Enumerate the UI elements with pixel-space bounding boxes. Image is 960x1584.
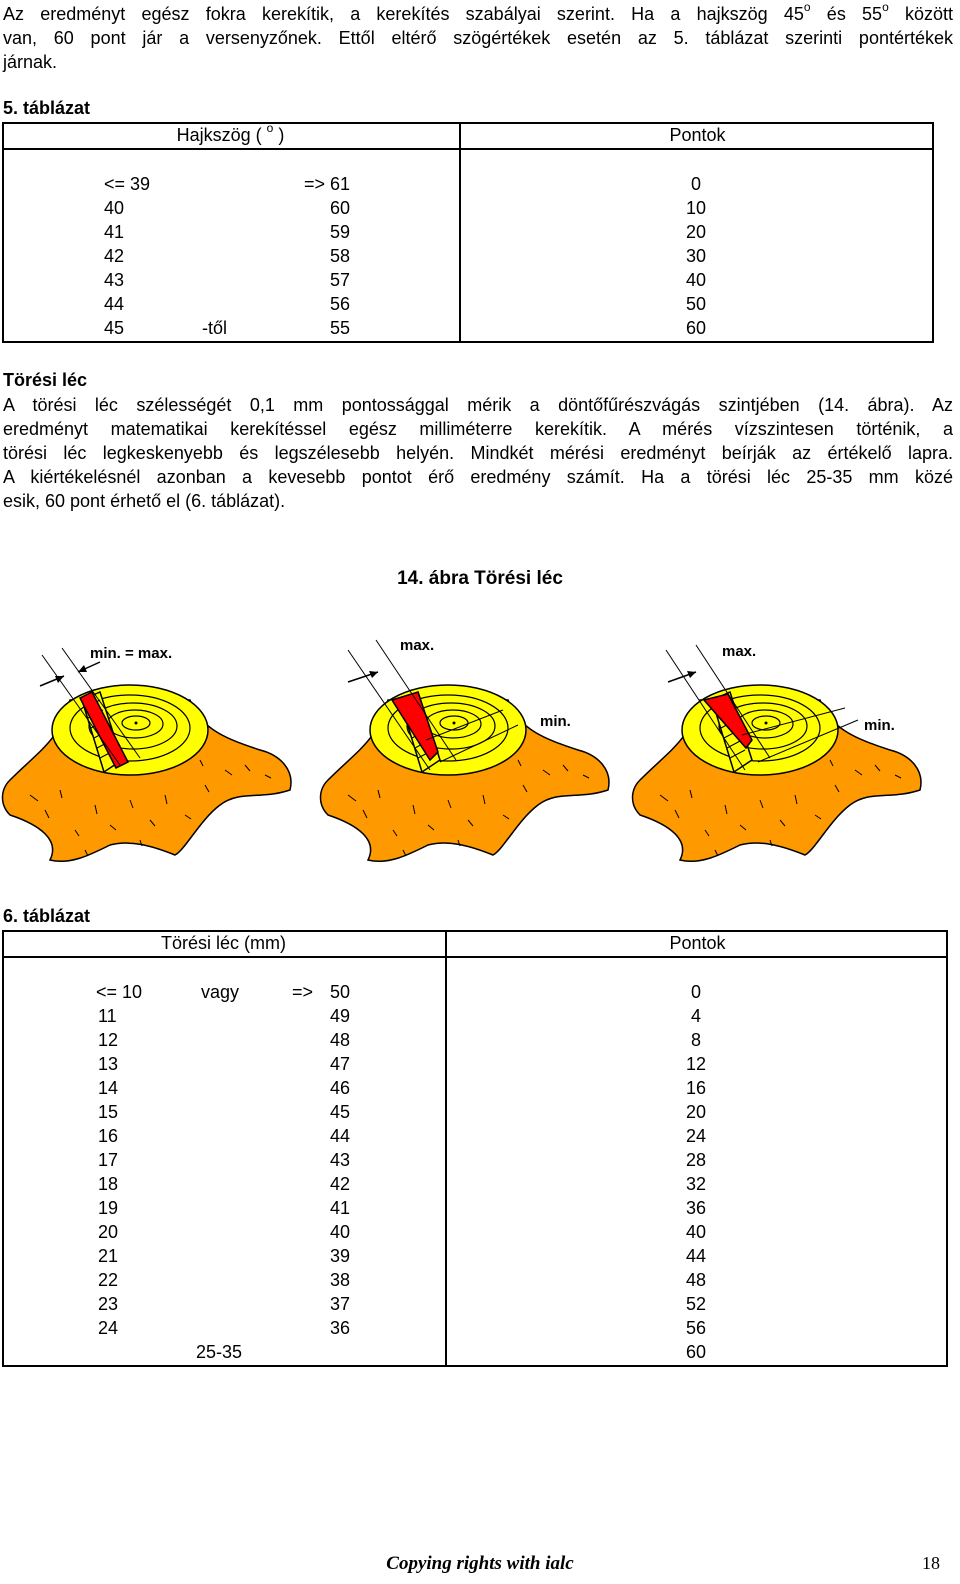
figure-title: 14. ábra Törési léc (397, 568, 563, 589)
table6-header-divider (2, 956, 948, 958)
table5-cell-low: 43 (104, 270, 125, 290)
table6-cell-points: 60 (685, 1342, 707, 1362)
table6-cell-points: 48 (685, 1270, 707, 1290)
table6-cell-points: 28 (685, 1150, 707, 1170)
table5-cell-high: 59 (329, 222, 350, 242)
intro-line-3: járnak. (3, 52, 58, 72)
table6-cell-low: 23 (98, 1294, 119, 1314)
table6-cell-points: 56 (685, 1318, 707, 1338)
table5-cell-low: <= 39 (104, 174, 151, 194)
table6-cell-high: 41 (329, 1198, 350, 1218)
table6-cell-low: 22 (98, 1270, 119, 1290)
figure-label-3-max: max. (722, 643, 757, 660)
table5-cell-points: 60 (685, 318, 707, 338)
table5-cell-low: 40 (104, 198, 125, 218)
intro-line-2: van, 60 pont jár a versenyzőnek. Ettől eltérő szögértékek esetén az 5. táblázat szerinti pontértékek (3, 28, 953, 48)
table6-cell-points: 52 (685, 1294, 707, 1314)
section-line-4: A kiértékelésnél azonban a kevesebb pontot érő eredmény számít. Ha a törési léc 25-35 mm közé (3, 467, 953, 487)
table6-cell-points: 24 (685, 1126, 707, 1146)
table6-cell-points: 0 (690, 982, 701, 1002)
section-line-3: törési léc legkeskenyebb és legszélesebb helyén. Mindkét mérési eredményt beírják az értékelő lapra. (3, 443, 953, 463)
footer-copyright: Copying rights with ialc (386, 1553, 574, 1574)
table6-cell-points: 36 (685, 1198, 707, 1218)
table6-cell-high: 36 (329, 1318, 350, 1338)
table5-cell-high: 58 (329, 246, 350, 266)
table6-cell-low: 11 (98, 1006, 117, 1026)
table5-header-points: Pontok (669, 125, 726, 145)
table6-cell-points: 4 (690, 1006, 701, 1026)
table6-cell-low: 24 (98, 1318, 119, 1338)
table6-cell-high: 47 (329, 1054, 350, 1074)
table6-cell-points: 20 (685, 1102, 707, 1122)
table5-cell-points: 20 (685, 222, 707, 242)
table6-cell-high: 49 (329, 1006, 350, 1026)
table6-cell-high: 46 (329, 1078, 350, 1098)
table5-cell-points: 50 (685, 294, 707, 314)
table5-cell-suffix: -től (202, 318, 228, 338)
table5-cell-low: 44 (104, 294, 125, 314)
table5-frame (2, 122, 934, 343)
figure-label-min-eq-max: min. = max. (90, 645, 173, 662)
table6-cell-points: 16 (685, 1078, 707, 1098)
section-line-1: A törési léc szélességét 0,1 mm pontossággal mérik a döntőfűrészvágás szintjében (14. ábra). Az (3, 395, 953, 415)
table5-cell-high: 55 (329, 318, 350, 338)
table6-cell-points: 32 (685, 1174, 707, 1194)
table5-cell-high: 60 (329, 198, 350, 218)
table6-cell-high: 38 (329, 1270, 350, 1290)
figure-label-3-min: min. (864, 717, 895, 734)
table6-cell-points: 8 (690, 1030, 701, 1050)
stump-illustration (0, 600, 960, 890)
table6-cell-low: 21 (98, 1246, 119, 1266)
table6-cell-high: 43 (329, 1150, 350, 1170)
table6-header-points: Pontok (669, 933, 726, 953)
table6-cell-high: 48 (329, 1030, 350, 1050)
table6-cell-high: 37 (329, 1294, 350, 1314)
table5-cell-high: => 61 (303, 174, 350, 194)
stump-3 (633, 645, 921, 861)
intro-paragraph (3, 2, 953, 74)
table6-cell-low: <= 10 (96, 982, 143, 1002)
table6-cell-high: 50 (329, 982, 350, 1002)
table5-cell-low: 45 (104, 318, 125, 338)
table5-cell-points: 30 (685, 246, 707, 266)
stump-1 (3, 648, 291, 861)
table6-cell-points: 40 (685, 1222, 707, 1242)
table5-header-divider (2, 148, 934, 150)
table6-cell-operator: => (292, 982, 314, 1002)
section-paragraph (3, 393, 953, 513)
table6-cell-low: 15 (98, 1102, 119, 1122)
table6-frame (2, 930, 948, 1367)
table5-cell-high: 57 (329, 270, 350, 290)
table6-cell-points: 44 (685, 1246, 707, 1266)
table5-cell-high: 56 (329, 294, 350, 314)
table6-cell-low: 20 (98, 1222, 119, 1242)
table6-cell-low: 13 (98, 1054, 119, 1074)
table6-header-width: Törési léc (mm) (161, 933, 286, 953)
section-heading: Törési léc (3, 370, 88, 390)
intro-line-1: Az eredményt egész fokra kerekítik, a kerekítés szabályai szerint. Ha a hajkszög 45$^o$ és 55$^o$ között (3, 0, 953, 24)
table6-cell-low: 14 (98, 1078, 119, 1098)
table6-cell-high: 42 (329, 1174, 350, 1194)
table6-cell-points: 12 (685, 1054, 707, 1074)
stump-2 (321, 640, 609, 861)
table6-cell-low: 17 (98, 1150, 119, 1170)
figure-label-2-max: max. (400, 637, 435, 654)
table5-cell-points: 0 (690, 174, 701, 194)
table6-cell-high: 45 (329, 1102, 350, 1122)
table6-cell-low: 12 (98, 1030, 119, 1050)
table6-cell-low: 19 (98, 1198, 119, 1218)
table6-cell-high: 44 (329, 1126, 350, 1146)
table6-cell-low: 18 (98, 1174, 119, 1194)
table6-cell-high: 39 (329, 1246, 350, 1266)
table5-cell-low: 41 (104, 222, 125, 242)
table5-column-divider (459, 122, 461, 343)
table5-cell-points: 40 (685, 270, 707, 290)
table5-header-angle: Hajkszög ( $^o$ ) (176, 121, 285, 145)
section-line-2: eredményt matematikai kerekítéssel egész milliméterre kerekítik. A mérés vízszintesen történik, a (3, 419, 953, 439)
table6-cell-or: vagy (201, 982, 240, 1002)
table5-caption: 5. táblázat (3, 98, 91, 118)
table6-cell-high: 40 (329, 1222, 350, 1242)
section-line-5: esik, 60 pont érhető el (6. táblázat). (3, 491, 286, 511)
table6-cell-range: 25-35 (196, 1342, 243, 1362)
table6-column-divider (445, 930, 447, 1367)
page-number: 18 (922, 1553, 940, 1573)
table6-cell-low: 16 (98, 1126, 119, 1146)
table6-caption: 6. táblázat (3, 906, 91, 926)
table5-cell-points: 10 (685, 198, 707, 218)
figure-label-2-min: min. (540, 713, 571, 730)
table5-cell-low: 42 (104, 246, 125, 266)
